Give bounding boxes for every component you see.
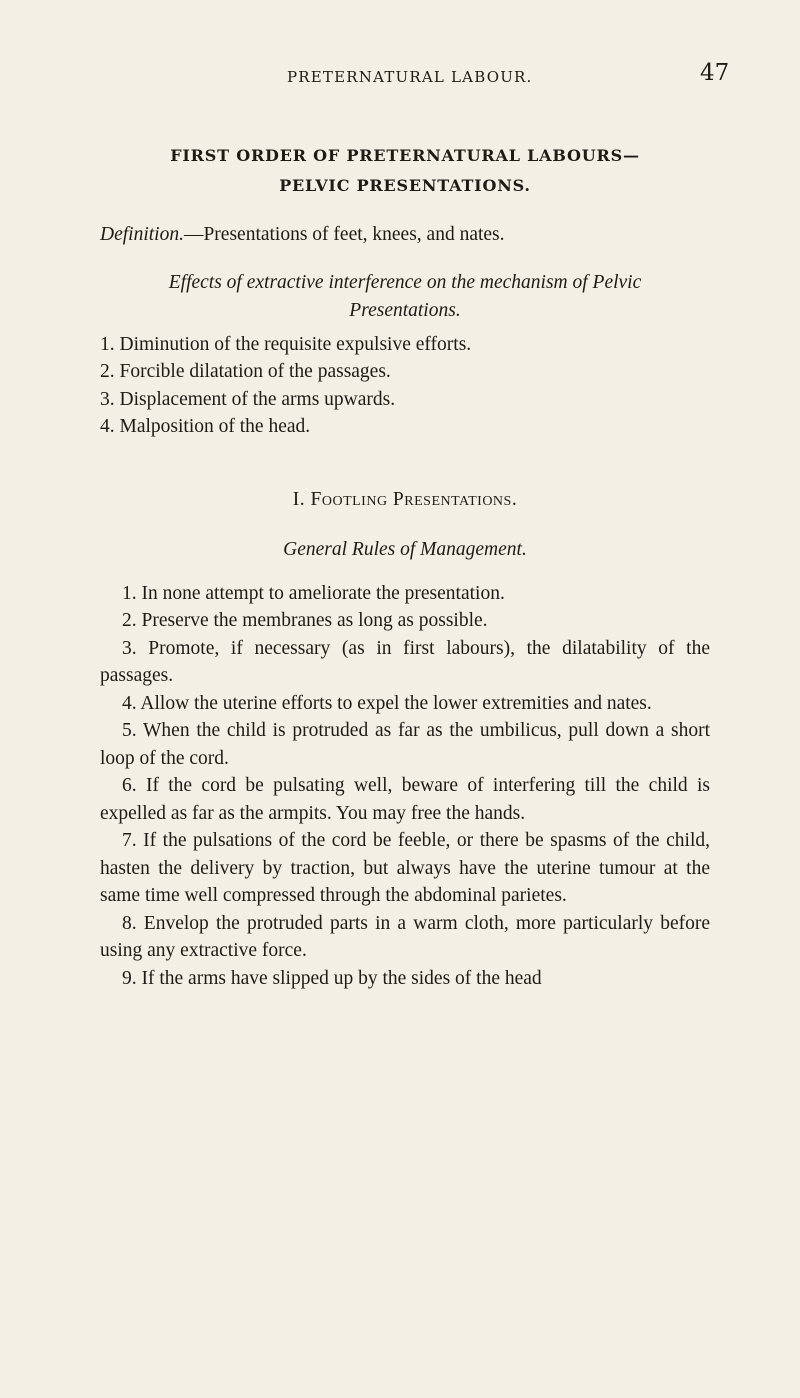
effects-list-item: 1. Diminution of the requisite expulsive efforts.: [100, 333, 472, 355]
rule-item: 2. Preserve the membranes as long as possible.: [122, 610, 488, 631]
definition-label: Definition.: [100, 224, 184, 245]
effects-heading-line-1: Effects of extractive interference on the mechanism of Pelvic: [168, 271, 642, 293]
rule-item: 9. If the arms have slipped up by the sides of the head: [122, 967, 542, 989]
definition-paragraph: [100, 221, 710, 249]
effects-heading-line-2: Presentations.: [349, 299, 461, 321]
rule-item: 7. If the pulsations of the cord be feeble, or there be spasms of the child, hasten the delivery by traction, but always have the uterine tumour at the same time well compressed through the abdominal parietes.: [100, 830, 710, 906]
running-title: PRETERNATURAL LABOUR.: [287, 68, 533, 86]
rule-item: 5. When the child is protruded as far as the umbilicus, pull down a short loop of the cord.: [100, 720, 710, 769]
rule-item: 1. In none attempt to ameliorate the presentation.: [122, 582, 505, 604]
rules-list: [100, 580, 710, 993]
effects-list: [100, 331, 710, 441]
page-body: [100, 142, 710, 992]
running-head: [0, 60, 800, 100]
effects-heading: [100, 269, 710, 325]
rule-item: 3. Promote, if necessary (as in first labours), the dilatability of the passages.: [100, 637, 710, 686]
page-number: 47: [700, 60, 730, 86]
effects-list-item: 4. Malposition of the head.: [100, 416, 311, 437]
rules-heading: General Rules of Management.: [283, 539, 527, 560]
effects-list-item: 3. Displacement of the arms upwards.: [100, 388, 396, 410]
chapter-title: [100, 142, 710, 199]
effects-list-item: 2. Forcible dilatation of the passages.: [100, 361, 391, 382]
chapter-title-line-2: PELVIC PRESENTATIONS.: [279, 176, 531, 195]
rule-item: 6. If the cord be pulsating well, beware of interfering till the child is expelled as far as the armpits. You may free the hands.: [100, 775, 710, 824]
section-title: I. Footling Presentations.: [292, 488, 518, 510]
rule-item: 4. Allow the uterine efforts to expel the lower extremities and nates.: [122, 692, 652, 714]
chapter-title-line-1: FIRST ORDER OF PRETERNATURAL LABOURS—: [170, 146, 640, 165]
definition-text: —Presentations of feet, knees, and nates.: [183, 224, 505, 245]
rule-item: 8. Envelop the protruded parts in a warm cloth, more particularly before using any extractive force.: [100, 912, 710, 961]
